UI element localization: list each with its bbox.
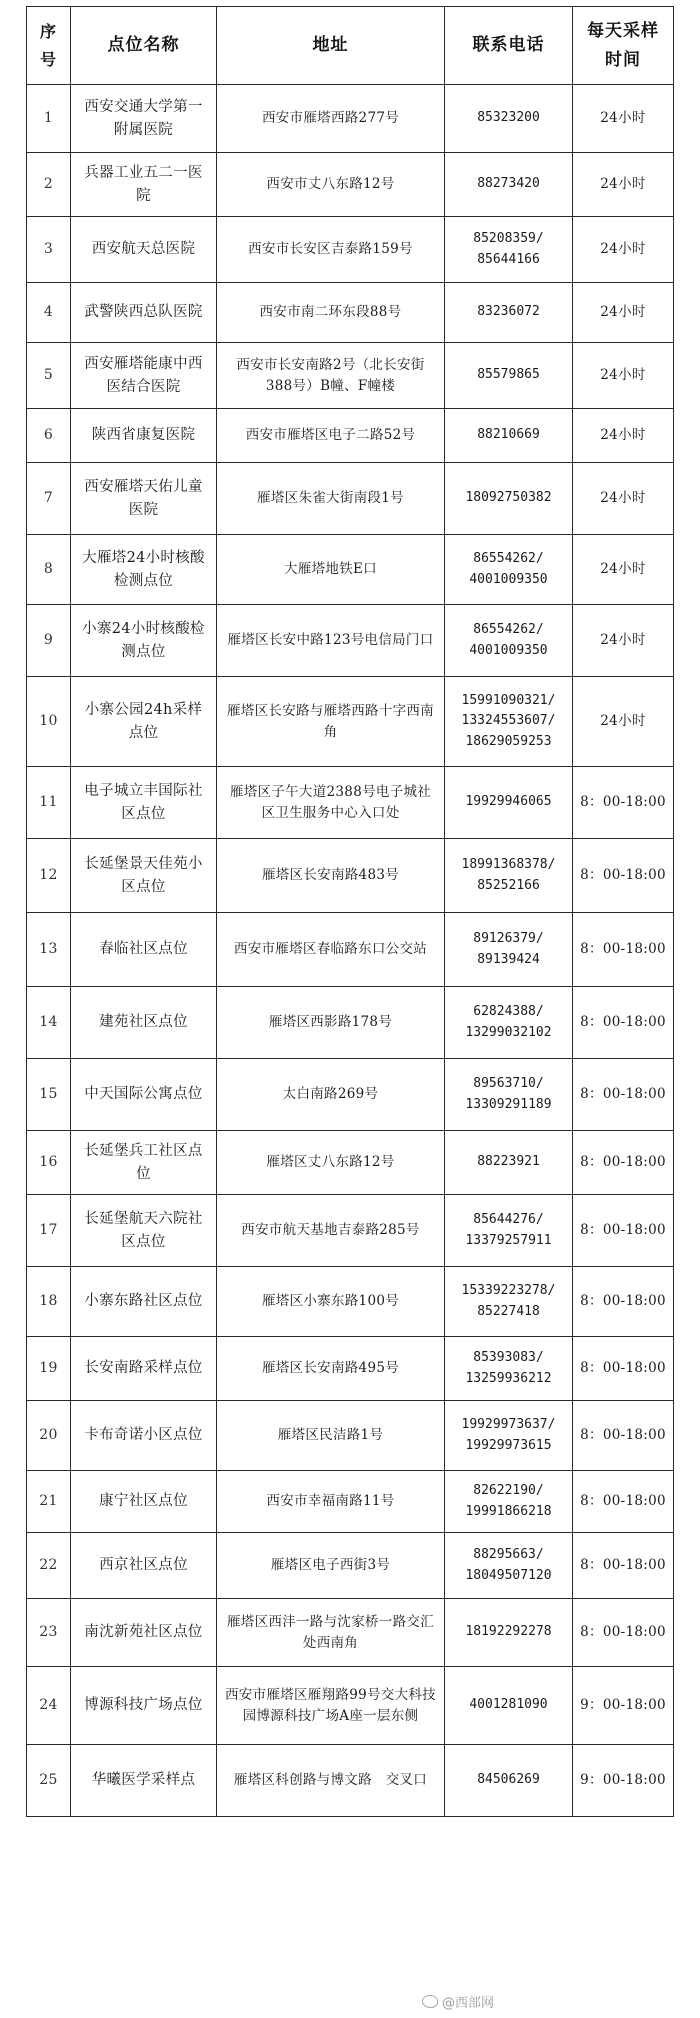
- row-serial-number: 9: [27, 605, 71, 677]
- table-row: [27, 1599, 674, 1667]
- row-site-name: 小寨24小时核酸检测点位: [71, 605, 217, 677]
- table-row: [27, 85, 674, 153]
- row-address: 雁塔区朱雀大街南段1号: [217, 463, 445, 535]
- table-row: [27, 283, 674, 343]
- row-sampling-time: 24小时: [573, 217, 674, 283]
- row-phone: 86554262/ 4001009350: [445, 605, 573, 677]
- row-serial-number: 13: [27, 913, 71, 987]
- row-address: 雁塔区长安南路483号: [217, 839, 445, 913]
- row-site-name: 长安南路采样点位: [71, 1337, 217, 1401]
- row-serial-number: 22: [27, 1533, 71, 1599]
- table-row: [27, 1401, 674, 1471]
- row-sampling-time: 24小时: [573, 677, 674, 767]
- row-address: 雁塔区小寨东路100号: [217, 1267, 445, 1337]
- header-address: 地址: [217, 7, 445, 85]
- table-row: [27, 409, 674, 463]
- row-site-name: 长延堡兵工社区点位: [71, 1131, 217, 1195]
- row-phone: 85579865: [445, 343, 573, 409]
- row-sampling-time: 24小时: [573, 463, 674, 535]
- table-row: [27, 1533, 674, 1599]
- row-sampling-time: 8：00-18:00: [573, 1131, 674, 1195]
- row-serial-number: 7: [27, 463, 71, 535]
- row-serial-number: 4: [27, 283, 71, 343]
- row-sampling-time: 8：00-18:00: [573, 1267, 674, 1337]
- row-serial-number: 8: [27, 535, 71, 605]
- table-row: [27, 1337, 674, 1401]
- row-site-name: 武警陕西总队医院: [71, 283, 217, 343]
- row-address: 大雁塔地铁E口: [217, 535, 445, 605]
- row-site-name: 西安雁塔天佑儿童医院: [71, 463, 217, 535]
- row-phone: 89563710/ 13309291189: [445, 1059, 573, 1131]
- table-row: [27, 677, 674, 767]
- row-address: 西安市幸福南路11号: [217, 1471, 445, 1533]
- table-row: [27, 839, 674, 913]
- table-row: [27, 1745, 674, 1817]
- row-sampling-time: 8：00-18:00: [573, 987, 674, 1059]
- row-site-name: 中天国际公寓点位: [71, 1059, 217, 1131]
- row-phone: 88223921: [445, 1131, 573, 1195]
- row-phone: 4001281090: [445, 1667, 573, 1745]
- row-serial-number: 3: [27, 217, 71, 283]
- row-phone: 15991090321/ 13324553607/ 18629059253: [445, 677, 573, 767]
- row-phone: 85644276/ 13379257911: [445, 1195, 573, 1267]
- row-phone: 85208359/ 85644166: [445, 217, 573, 283]
- row-serial-number: 12: [27, 839, 71, 913]
- row-sampling-time: 24小时: [573, 605, 674, 677]
- row-serial-number: 11: [27, 767, 71, 839]
- row-sampling-time: 8：00-18:00: [573, 1401, 674, 1471]
- row-sampling-time: 8：00-18:00: [573, 1195, 674, 1267]
- row-sampling-time: 8：00-18:00: [573, 1337, 674, 1401]
- row-serial-number: 18: [27, 1267, 71, 1337]
- header-serial-number: 序号: [27, 7, 71, 85]
- table-row: [27, 153, 674, 217]
- row-address: 西安市长安南路2号（北长安街388号）B幢、F幢楼: [217, 343, 445, 409]
- row-address: 雁塔区西沣一路与沈家桥一路交汇处西南角: [217, 1599, 445, 1667]
- row-address: 西安市雁塔区春临路东口公交站: [217, 913, 445, 987]
- row-site-name: 南沈新苑社区点位: [71, 1599, 217, 1667]
- table-row: [27, 535, 674, 605]
- row-phone: 18192292278: [445, 1599, 573, 1667]
- row-address: 西安市航天基地吉泰路285号: [217, 1195, 445, 1267]
- table-row: [27, 1195, 674, 1267]
- row-phone: 83236072: [445, 283, 573, 343]
- row-sampling-time: 24小时: [573, 409, 674, 463]
- watermark-text: @西部网: [442, 1996, 495, 2011]
- row-sampling-time: 8：00-18:00: [573, 1471, 674, 1533]
- row-serial-number: 25: [27, 1745, 71, 1817]
- row-sampling-time: 24小时: [573, 535, 674, 605]
- row-sampling-time: 9：00-18:00: [573, 1745, 674, 1817]
- row-site-name: 康宁社区点位: [71, 1471, 217, 1533]
- row-serial-number: 10: [27, 677, 71, 767]
- row-phone: 82622190/ 19991866218: [445, 1471, 573, 1533]
- row-phone: 86554262/ 4001009350: [445, 535, 573, 605]
- row-address: 雁塔区民洁路1号: [217, 1401, 445, 1471]
- header-sampling-time: 每天采样时间: [573, 7, 674, 85]
- row-address: 西安市南二环东段88号: [217, 283, 445, 343]
- row-phone: 18092750382: [445, 463, 573, 535]
- row-address: 太白南路269号: [217, 1059, 445, 1131]
- row-serial-number: 17: [27, 1195, 71, 1267]
- row-sampling-time: 9：00-18:00: [573, 1667, 674, 1745]
- row-site-name: 卡布奇诺小区点位: [71, 1401, 217, 1471]
- row-phone: 88273420: [445, 153, 573, 217]
- table-row: [27, 1471, 674, 1533]
- weibo-watermark: [422, 1992, 494, 2011]
- row-phone: 88295663/ 18049507120: [445, 1533, 573, 1599]
- table-row: [27, 767, 674, 839]
- table-row: [27, 343, 674, 409]
- weibo-logo-icon: [422, 1995, 438, 2008]
- row-site-name: 大雁塔24小时核酸检测点位: [71, 535, 217, 605]
- sampling-sites-table: [26, 6, 674, 1817]
- row-site-name: 西安交通大学第一附属医院: [71, 85, 217, 153]
- row-address: 雁塔区长安南路495号: [217, 1337, 445, 1401]
- row-site-name: 陕西省康复医院: [71, 409, 217, 463]
- row-phone: 19929973637/ 19929973615: [445, 1401, 573, 1471]
- row-address: 西安市长安区吉泰路159号: [217, 217, 445, 283]
- row-address: 西安市丈八东路12号: [217, 153, 445, 217]
- row-serial-number: 20: [27, 1401, 71, 1471]
- row-serial-number: 5: [27, 343, 71, 409]
- sampling-sites-sheet: [26, 6, 673, 1817]
- row-address: 西安市雁塔区电子二路52号: [217, 409, 445, 463]
- table-header-row: [27, 7, 674, 85]
- row-serial-number: 14: [27, 987, 71, 1059]
- row-sampling-time: 8：00-18:00: [573, 1059, 674, 1131]
- row-address: 雁塔区长安路与雁塔西路十字西南角: [217, 677, 445, 767]
- row-address: 雁塔区电子西街3号: [217, 1533, 445, 1599]
- row-site-name: 华曦医学采样点: [71, 1745, 217, 1817]
- row-serial-number: 1: [27, 85, 71, 153]
- row-address: 雁塔区长安中路123号电信局门口: [217, 605, 445, 677]
- row-address: 雁塔区西影路178号: [217, 987, 445, 1059]
- row-site-name: 西安航天总医院: [71, 217, 217, 283]
- table-row: [27, 1131, 674, 1195]
- row-serial-number: 2: [27, 153, 71, 217]
- row-phone: 89126379/ 89139424: [445, 913, 573, 987]
- row-serial-number: 15: [27, 1059, 71, 1131]
- row-site-name: 博源科技广场点位: [71, 1667, 217, 1745]
- row-phone: 18991368378/ 85252166: [445, 839, 573, 913]
- row-sampling-time: 8：00-18:00: [573, 767, 674, 839]
- row-phone: 15339223278/ 85227418: [445, 1267, 573, 1337]
- row-serial-number: 16: [27, 1131, 71, 1195]
- row-site-name: 春临社区点位: [71, 913, 217, 987]
- row-sampling-time: 8：00-18:00: [573, 1533, 674, 1599]
- row-serial-number: 6: [27, 409, 71, 463]
- row-site-name: 西京社区点位: [71, 1533, 217, 1599]
- table-row: [27, 1667, 674, 1745]
- header-phone: 联系电话: [445, 7, 573, 85]
- row-sampling-time: 24小时: [573, 283, 674, 343]
- table-row: [27, 463, 674, 535]
- table-body: [27, 85, 674, 1817]
- row-site-name: 小寨公园24h采样点位: [71, 677, 217, 767]
- row-sampling-time: 8：00-18:00: [573, 1599, 674, 1667]
- row-phone: 85393083/ 13259936212: [445, 1337, 573, 1401]
- table-row: [27, 605, 674, 677]
- row-site-name: 小寨东路社区点位: [71, 1267, 217, 1337]
- row-serial-number: 23: [27, 1599, 71, 1667]
- table-row: [27, 217, 674, 283]
- row-serial-number: 24: [27, 1667, 71, 1745]
- row-phone: 84506269: [445, 1745, 573, 1817]
- table-row: [27, 1059, 674, 1131]
- row-phone: 62824388/ 13299032102: [445, 987, 573, 1059]
- table-row: [27, 987, 674, 1059]
- row-site-name: 兵器工业五二一医院: [71, 153, 217, 217]
- row-serial-number: 19: [27, 1337, 71, 1401]
- row-address: 西安市雁塔区雁翔路99号交大科技园博源科技广场A座一层东侧: [217, 1667, 445, 1745]
- row-address: 西安市雁塔西路277号: [217, 85, 445, 153]
- row-site-name: 电子城立丰国际社区点位: [71, 767, 217, 839]
- row-phone: 85323200: [445, 85, 573, 153]
- header-site-name: 点位名称: [71, 7, 217, 85]
- row-sampling-time: 8：00-18:00: [573, 839, 674, 913]
- row-phone: 88210669: [445, 409, 573, 463]
- row-site-name: 长延堡景天佳苑小区点位: [71, 839, 217, 913]
- row-address: 雁塔区子午大道2388号电子城社区卫生服务中心入口处: [217, 767, 445, 839]
- row-address: 雁塔区科创路与博文路 交叉口: [217, 1745, 445, 1817]
- row-address: 雁塔区丈八东路12号: [217, 1131, 445, 1195]
- row-site-name: 建苑社区点位: [71, 987, 217, 1059]
- row-phone: 19929946065: [445, 767, 573, 839]
- table-row: [27, 1267, 674, 1337]
- row-sampling-time: 24小时: [573, 343, 674, 409]
- row-site-name: 长延堡航天六院社区点位: [71, 1195, 217, 1267]
- table-row: [27, 913, 674, 987]
- row-sampling-time: 24小时: [573, 85, 674, 153]
- row-serial-number: 21: [27, 1471, 71, 1533]
- row-sampling-time: 8：00-18:00: [573, 913, 674, 987]
- row-site-name: 西安雁塔能康中西医结合医院: [71, 343, 217, 409]
- row-sampling-time: 24小时: [573, 153, 674, 217]
